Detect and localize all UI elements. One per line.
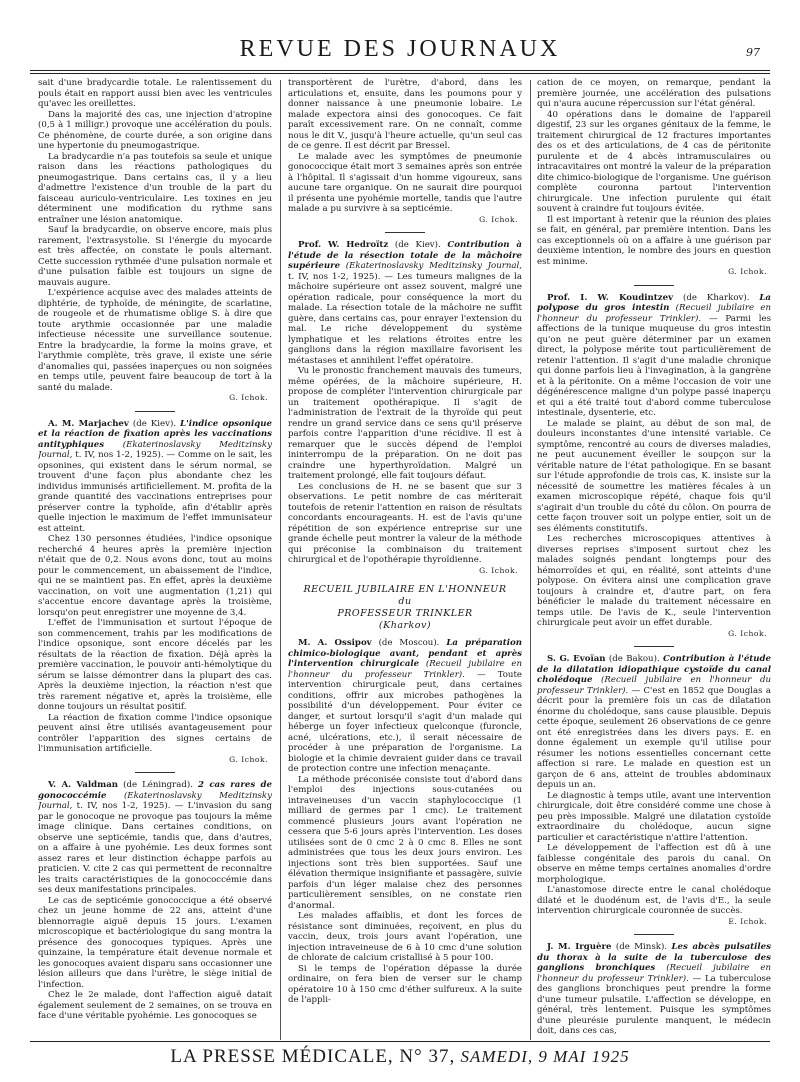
paragraph: Les malades affaiblis, et dont les forces de résistance sont diminuées, reçoivent, en plus du vaccin, deux, trois jours avant l'opération, une injection intraveineuse de 6 à 10 cmc d'une solution de chlorate de calcium cristallisé à 5 pour 100. (288, 911, 522, 963)
section-heading-line: RECUEIL JUBILAIRE EN L'HONNEUR (303, 584, 507, 595)
footer-journal: LA PRESSE MÉDICALE, N° 37, (170, 1046, 456, 1067)
paragraph: Le développement de l'affection est dû à une faiblesse congénitale des parois du canal. On observe en même temps certaines anomalies d'ordre morphologique. (537, 843, 771, 885)
paragraph: Le malade avec les symptômes de pneumonie gonococcique était mort 3 semaines après son entrée à l'hôpital. Il s'agissait d'un homme vigoureux, sans aucune tare organique. On ne saurait dire pourquoi il présenta une pyohémie mortelle, tandis que l'autre malade a pu survivre à sa septicémie. (288, 151, 522, 214)
footer-date: SAMEDI, 9 MAI 1925 (455, 1047, 630, 1066)
paragraph: transportèrent de l'urètre, d'abord, dans les articulations et, ensuite, dans les poumons pour y donner naissance à une pneumonie lobaire. Le malade expectora ainsi des gonocoques. Ce fait paraît excessivement rare. On ne connaît, comme nous le dit V., jusqu'à l'heure actuelle, qu'un seul cas de ce genre. Il est décrit par Bressel. (288, 78, 522, 151)
article-title: Contribution à l'étude de la résection totale de la mâchoire supérieure (288, 240, 522, 271)
paragraph: La réaction de fixation comme l'indice opsonique peuvent ainsi être utilisés avantageusement pour contrôler l'apparition des signes certains de l'immunisation artificielle. (38, 712, 272, 754)
paragraph: L'expérience acquise avec des malades atteints de diphtérie, de typhoïde, de méningite, de scarlatine, de rougeole et de rhumatisme oblige S. à dire que toute arythmie occasionnée par une maladie infectieuse nécessite une surveillance soutenue. Entre la bradycardie, la forme la moins grave, et l'arythmie complète, très grave, il existe une série d'anomalies qui, passées inaperçues ou non soignées en temps utile, peuvent faire beaucoup de tort à la santé du malade. (38, 288, 272, 393)
signature: G. Ichok. (479, 565, 518, 575)
paragraph: 40 opérations dans le domaine de l'appareil digestif, 23 sur les organes génitaux de la femme, le traitement chirurgical de 12 fractures importantes des os et des articulations, de 4 cas de péritonite purulente et de 4 abcès intramusculaires ou intracavitaires ont montré la valeur de la préparation dite chimico-biologique de l'organisme. Une guérison complète couronna partout l'intervention chirurgicale. Une infection purulente qui était souvent à craindre fut toujours évitée. (537, 109, 771, 214)
article-author: V. A. Valdman (48, 780, 119, 790)
footer-rule (30, 1041, 770, 1042)
article-text: t. IV, nos 1-2, 1925). — L'invasion du sang par le gonocoque ne provoque pas toujours la même image clinique. Dans certaines conditions, on observe une septicémie, tandis que, dans d'autres, on a affaire à une pyohémie. Les deux formes sont assez rares et leur distinction échappe parfois au praticien. V. cite 2 cas qui permettent de reconnaître les traits caractéristiques de la gonococcémie dans ses deux manifestations principales. (38, 801, 272, 895)
signature: E. Ichok. (728, 916, 767, 926)
paragraph: Le malade se plaint, au début de son mal, de douleurs inconstantes d'une intensité variable. Ce symptôme, rencontré au cours de diverses maladies, ne peut aucunement éveiller le soupçon sur la véritable nature de l'état pathologique. En se basant sur l'étude approfondie de trois cas, K. insiste sur la nécessité de soumettre les matières fécales à un examen microscopique répété, chaque fois qu'il s'agirait d'un trouble du côté du côlon. On pourra de cette façon trouver soit un polype entier, soit un de ses éléments constitutifs. (537, 418, 771, 534)
article-text: t. IV, nos 1-2, 1925). — Les tumeurs malignes de la mâchoire supérieure ont assez souvent, malgré une opération radicale, pour conséquence la mort du malade. La résection totale de la mâchoire ne suffit guère, dans certains cas, pour enrayer l'extension du mal. Le riche développement du système lymphatique et les relations étroites entre les ganglions dans la région maxillaire favorisent les métastases et annihilent l'effet opératoire. (288, 271, 522, 366)
paragraph: La méthode préconisée consiste tout d'abord dans l'emploi des injections sous-cutanées ou intraveineuses d'un vaccin staphylococcique (1 milliard de germes par 1 cmc). Le traitement commencé plusieurs jours avant l'opération ne cessera que 5-6 jours après l'intervention. Les doses utilisées sont de 0 cmc 2 à 0 cmc 8. Elles ne sont administrées que tous les deux jours environ. Les injections sont très bien supportées. Sauf une élévation thermique insignifiante et passagère, suivie parfois d'un léger malaise chez des personnes particulièrement sensibles, on ne constate rien d'anormal. (288, 774, 522, 911)
paragraph: Sauf la bradycardie, on observe encore, mais plus rarement, l'extrasystolie. Si l'énergie du myocarde est très affectée, on constate le pouls alternant. Cette succession rythmée d'une pulsation normale et d'une pulsation faible est toujours un signe de mauvais augure. (38, 225, 272, 288)
article-abstract (38, 780, 272, 896)
article-abstract (537, 654, 771, 791)
column-1 (38, 78, 272, 1041)
signature: G. Ichok. (229, 754, 268, 764)
section-heading-line: PROFESSEUR TRINKLER (337, 608, 473, 619)
paragraph: Les conclusions de H. ne se basent que sur 3 observations. Le petit nombre de cas mériterait toutefois de retenir l'attention en raison de résultats concordants encourageants. H. est de l'avis qu'une répétition de son expérience entreprise sur une grande échelle peut montrer la valeur de la méthode qui préconise la combinaison du traitement chirurgical et de l'opothérapie thyroïdienne. (288, 481, 522, 565)
article-title: Contribution à l'étude de la dilatation idiopathique cystoïde du canal cholédoque (537, 654, 771, 685)
article-title: 2 cas rares de gonococcémie (38, 780, 272, 801)
paragraph: cation de ce moyen, on remarque, pendant la première journée, une accélération des pulsations qui n'aura aucune répercussion sur l'état général. (537, 78, 771, 109)
article-title: La préparation chimico-biologique avant, pendant et après l'intervention chirurgicale (288, 638, 522, 669)
paragraph: Il est important à retenir que la réunion des plaies se fait, en général, par première intention. Dans les cas exceptionnels où on a affaire à une guérison par deuxième intention, le nombre des jours en question est minime. (537, 214, 771, 267)
article-separator (135, 411, 175, 412)
article-author: A. M. Marjachev (48, 418, 129, 429)
section-heading-line: (Kharkov) (378, 620, 432, 631)
article-place: (de Moscou). (371, 638, 447, 648)
article-place: (de Kiev). (128, 418, 181, 429)
paragraph: Chez 130 personnes étudiées, l'indice opsonique recherché 4 heures après la première injection n'était que de 0,2. Nous avons donc, tout au moins pour le commencement, un abaissement de l'indice, qui ne se maintient pas. En effet, après la deuxième vaccination, on voit une augmentation (1,21) qui s'accentue encore davantage après la troisième, lorsqu'on peut enregistrer une moyenne de 3,4. (38, 534, 272, 618)
article-journal: (Recueil jubilaire en l'honneur du professeur Trinkler). (537, 675, 771, 696)
article-abstract (537, 942, 771, 1037)
header-rule (30, 70, 770, 71)
text-columns (38, 78, 771, 1041)
paragraph: sait d'une bradycardie totale. Le ralentissement du pouls était en rapport aussi bien avec les ventricules qu'avec les oreillettes. (38, 78, 272, 109)
article-abstract (537, 293, 771, 419)
article-author: Prof. W. Hedroïtz (298, 240, 389, 250)
paragraph: La bradycardie n'a pas toutefois sa seule et unique raison dans les réactions pathologiques du pneumogastrique. Dans certains cas, il y a lieu d'admettre l'existence d'un trouble de la part du faisceau auriculo-ventriculaire. Les toxines en jeu déterminent une modification du rythme sans entraîner une lésion anatomique. (38, 151, 272, 225)
article-abstract (38, 419, 272, 535)
column-3 (537, 78, 771, 1041)
article-text: t. IV, nos 1-2, 1925). — Comme on le sait, les opsonines, qui existent dans le sérum normal, se trouvent d'une façon plus abondante chez les individus immunisés artificiellement. M. profita de la grande quantité des vaccinations entreprises pour préserver contre la typhoïde, afin d'établir après quelle injection le maximum de l'effet immunisateur est atteint. (38, 450, 272, 534)
signature: G. Ichok. (728, 628, 767, 638)
paragraph: Dans la majorité des cas, une injection d'atropine (0,5 à 1 milligr.) provoque une accélération du pouls. Ce phénomène, de courte durée, a son origine dans une hypertonie du pneumogastrique. (38, 109, 272, 151)
article-separator (634, 934, 674, 935)
signature: G. Ichok. (479, 214, 518, 224)
column-2 (288, 78, 522, 1041)
article-journal: (Ekaterinoslavsky Meditzinsky Journal, (38, 439, 272, 460)
section-heading (288, 584, 522, 632)
article-title: Les abcès pulsatiles du thorax à la suite de la tuberculose des ganglions bronchiques (537, 942, 771, 973)
article-title: L'indice opsonique et la réaction de fixation après les vaccinations antityphiques (38, 418, 272, 450)
paragraph: Vu le pronostic franchement mauvais des tumeurs, même opérées, de la mâchoire supérieure, H. propose de compléter l'intervention chirurgicale par un traitement opothérapique. Il s'agit de l'administration de l'extrait de la thyroïde qui peut rendre un grand service dans ce sens qu'il préserve parfois contre l'apparition d'une récidive. Il est à remarquer que le succès dépend de l'emploi ininterrompu de la préparation. On ne doit pas craindre une hyperthyroïdation. Malgré un traitement prolongé, elle fait toujours défaut. (288, 366, 522, 481)
article-place: (de Léningrad). (118, 780, 199, 790)
signature: G. Ichok. (728, 267, 767, 276)
page-number: 97 (746, 46, 760, 59)
article-place: (de Bakou). (605, 654, 664, 664)
article-place: (de Minsk). (611, 942, 672, 952)
article-journal: (Recueil jubilaire en l'honneur du professeur Trinkler). (537, 303, 771, 324)
article-separator (135, 772, 175, 773)
article-author: M. A. Ossipov (298, 638, 372, 648)
article-separator (634, 285, 674, 286)
paragraph: Si le temps de l'opération dépasse la durée ordinaire, on fera bien de verser sur le champ opératoire 10 à 150 cmc d'éther sulfureux. A la suite de l'appli- (288, 963, 522, 1005)
article-abstract (288, 240, 522, 366)
paragraph: Le cas de septicémie gonococcique a été observé chez un jeune homme de 22 ans, atteint d'une blennorragie aiguë depuis 15 jours. L'examen microscopique et bactériologique du sang montra la présence des gonocoques typiques. Après une quinzaine, la température était devenue normale et les gonocoques avaient disparu sans occasionner une lésion ailleurs que dans l'urètre, le siège initial de l'infection. (38, 895, 272, 990)
article-place: (de Kiev). (388, 240, 448, 250)
paragraph: L'effet de l'immunisation et surtout l'époque de son commencement, trahis par les modifications de l'indice opsonique, sont encore décelés par les résultats de la réaction de fixation. Déjà après la première vaccination, le pouvoir anti-hémolytique du sérum se laisse démontrer dans la plupart des cas. Après la deuxième injection, la réaction n'est que très rarement négative et, après la troisième, elle donne toujours un résultat positif. (38, 618, 272, 712)
section-heading-line: du (398, 596, 412, 607)
article-journal: (Ekaterinoslavsky Meditzinsky Journal, (340, 261, 522, 271)
article-separator (385, 232, 425, 233)
page-footer (0, 1046, 800, 1068)
article-title: La polypose du gros intestin (537, 292, 771, 313)
signature: G. Ichok. (229, 393, 268, 402)
article-author: Prof. I. W. Koudintzev (547, 292, 674, 303)
article-text: — Toute intervention chirurgicale peut, dans certaines conditions, offrir aux microbes pathogènes la possibilité d'un développement. Pour éviter ce danger, et surtout lorsqu'il s'agit d'un malade qui héberge un foyer infectieux quelconque (furoncle, acné, ulcérations, etc.), il serait nécessaire de procéder à une préparation de l'organisme. La biologie et la chimie devraient guider dans ce travail de protection contre une infection menaçante. (288, 669, 522, 774)
section-title: REVUE DES JOURNAUX (239, 36, 561, 62)
article-abstract (288, 638, 522, 775)
article-journal: (Recueil jubilaire en l'honneur du professeur Trinkler). (537, 963, 771, 984)
article-place: (de Kharkov). (673, 292, 760, 303)
article-author: J. M. Irguère (547, 942, 612, 952)
article-journal: (Recueil jubilaire en l'honneur du professeur Trinkler). (288, 659, 522, 680)
paragraph: Chez le 2e malade, dont l'affection aiguë datait également seulement de 2 semaines, on se trouva en face d'une véritable pyohémie. Les gonocoques se (38, 990, 272, 1021)
paragraph: Le diagnostic à temps utile, avant une intervention chirurgicale, doit être considéré comme une chose à peu près impossible. Malgré une dilatation cystoïde extraordinaire du cholédoque, aucun signe particulier et caractéristique n'attire l'attention. (537, 790, 771, 843)
paragraph: Les recherches microscopiques attentives à diverses reprises s'imposent surtout chez les malades soignés pendant longtemps pour des hémorroïdes et qui, en réalité, sont atteints d'une polypose. On évitera ainsi une complication grave toujours à craindre et, d'autre part, on fera bénéficier le malade du traitement nécessaire en temps utile. De l'avis de K., seule l'intervention chirurgicale peut avoir un effet durable. (537, 534, 771, 628)
article-author: S. G. Evoïan (547, 654, 606, 664)
header-rule-double (30, 73, 770, 74)
article-text: — La tuberculose des ganglions bronchiques peut prendre la forme d'une tumeur pulsatile. L'affection se développe, en général, très lentement. Puisque les symptômes d'une pleurésie purulente manquent, le médecin doit, dans ces cas, (537, 973, 771, 1036)
article-text: — Parmi les affections de la tunique muqueuse du gros intestin qu'on ne peut guère déterminer par un examen direct, la polypose mérite tout particulièrement de retenir l'attention. Il s'agit d'une maladie chronique qui donne parfois lieu à l'invagination, à la gangrène et à la péritonite. On a même l'occasion de voir une dégénérescence maligne d'un polype passé inaperçu et qui a été traité tout d'abord comme tuberculose intestinale, dysenterie, etc. (537, 313, 771, 418)
article-text: — C'est en 1852 que Douglas a décrit pour la première fois un cas de dilatation énorme du cholédoque, sans cause plausible. Depuis cette époque, seulement 26 observations de ce genre ont été enregistrées dans les divers pays. E. en donne également un exemple qu'il utilise pour résumer les notions essentielles concernant cette affection si rare. Le malade en question est un garçon de 6 ans, atteint de troubles abdominaux depuis un an. (537, 685, 771, 790)
article-separator (634, 646, 674, 647)
paragraph: L'anastomose directe entre le canal cholédoque dilaté et le duodénum est, de l'avis d'E., la seule intervention chirurgicale couronnée de succès. (537, 885, 771, 916)
article-journal: (Ekaterinoslavsky Meditzinsky Journal, (38, 790, 272, 811)
